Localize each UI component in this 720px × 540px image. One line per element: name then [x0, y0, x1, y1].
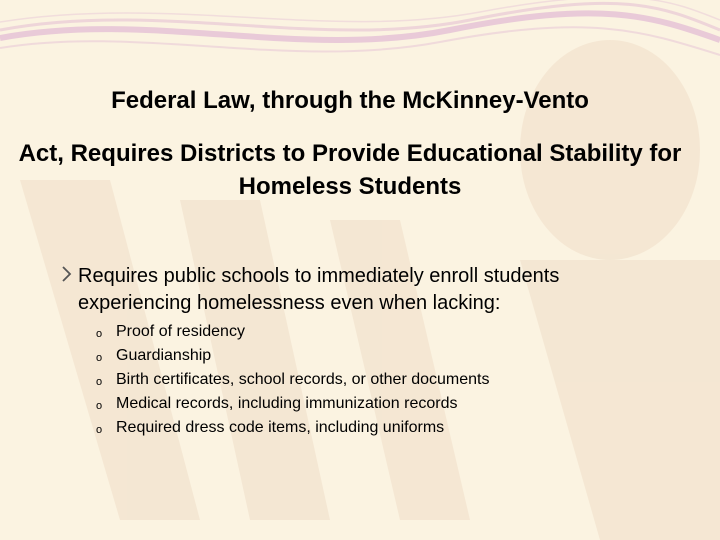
list-item — [96, 368, 490, 392]
slide-title-line-2: Act, Requires Districts to Provide Educational Stability for Homeless Students — [18, 140, 682, 200]
list-item — [96, 344, 490, 368]
main-bullet-text: Requires public schools to immediately enroll students experiencing homelessness even when lacking: — [78, 265, 560, 314]
list-item — [96, 392, 490, 416]
list-item-text: Proof of residency — [116, 323, 245, 340]
circle-bullet-icon: o — [96, 400, 103, 412]
circle-bullet-icon: o — [96, 376, 103, 388]
sub-bullet-list — [96, 320, 490, 440]
list-item-text: Birth certificates, school records, or other documents — [116, 371, 490, 388]
list-item — [96, 320, 490, 344]
list-item — [96, 416, 490, 440]
circle-bullet-icon: o — [96, 328, 103, 340]
circle-bullet-icon: o — [96, 424, 103, 436]
list-item-text: Required dress code items, including uniforms — [116, 419, 445, 436]
list-item-text: Guardianship — [116, 347, 212, 364]
slide-title-line-1: Federal Law, through the McKinney-Vento — [111, 87, 589, 114]
main-bullet — [60, 263, 700, 317]
circle-bullet-icon: o — [96, 352, 103, 364]
list-item-text: Medical records, including immunization records — [116, 395, 458, 412]
arrow-bullet-icon — [60, 265, 74, 283]
